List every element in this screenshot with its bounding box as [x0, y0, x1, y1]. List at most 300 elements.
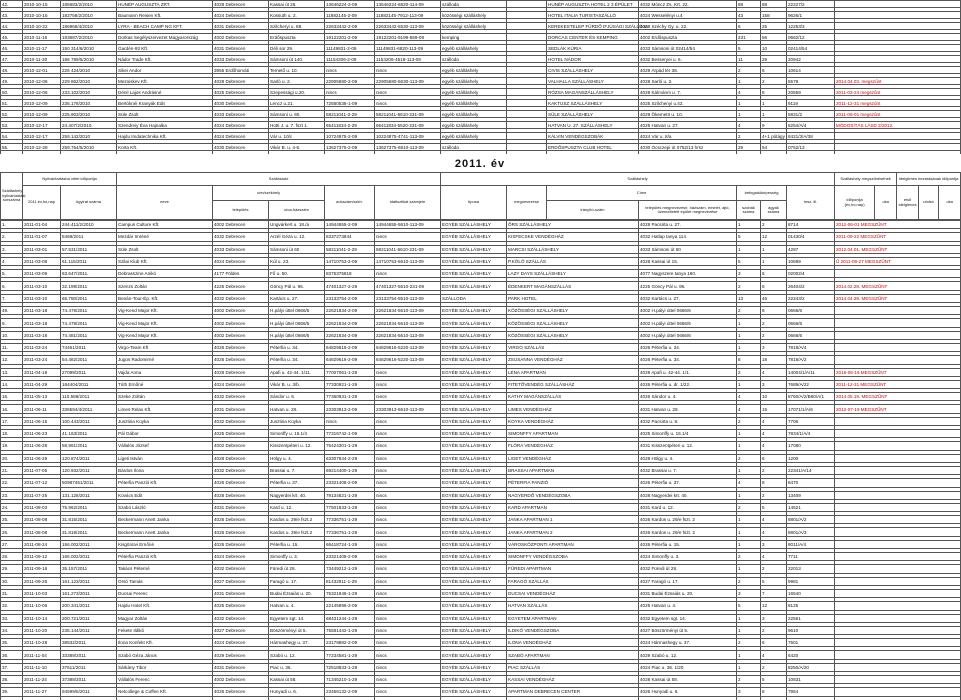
- table-cell: 120.932/2011: [61, 466, 117, 474]
- table-cell: 1: [737, 380, 761, 388]
- table-cell: 2011-05-13: [23, 393, 61, 401]
- table-cell: 4032 Pacsirta u. 8.: [639, 417, 737, 425]
- table-cell: Süle Zsolt: [117, 245, 213, 253]
- table-cell: 3: [761, 614, 787, 622]
- table-cell: Mezdár Imréné: [117, 233, 213, 241]
- table-cell: 75424301-1-29: [325, 442, 375, 450]
- table-cell: szálloda: [441, 1, 507, 8]
- table-cell: 1200: [787, 454, 835, 462]
- table-cell: 231: [737, 34, 761, 41]
- table-cell: 01430/4: [787, 233, 835, 241]
- table-cell: 1: [737, 540, 761, 548]
- table-row: [1, 133, 961, 140]
- table-cell: 13409: [787, 491, 835, 499]
- table-cell: Apafi u. 42-44. 1/11.: [269, 368, 325, 376]
- table-cell: 23133754-2-09: [325, 294, 375, 302]
- table-cell: 47401327-2-29: [325, 282, 375, 290]
- table-cell: 4029 Ökemetö u. 10.: [639, 111, 737, 118]
- table-cell: 4032 Hatlap tanya 114.: [639, 233, 737, 241]
- table-cell: Campus Culture Kft.: [117, 221, 213, 229]
- table-cell: 23321408-2-09: [325, 479, 375, 487]
- table-cell: 77336751-1-29: [325, 516, 375, 524]
- table-cell: 74.481/2011: [61, 331, 117, 339]
- table-cell: 4002 Debrecen: [213, 319, 269, 327]
- table-cell: [835, 1, 961, 8]
- table-cell: 10699: [787, 257, 835, 265]
- table-cell: 4028 Hölgy u. 4.: [639, 454, 737, 462]
- table-cell: Péterfia u. 34.: [269, 356, 325, 364]
- table-row: [1, 651, 961, 659]
- table-cell: 2014.04.28. MEGSZŰNT: [835, 294, 961, 302]
- table-cell: 18.: [1, 430, 23, 438]
- table-cell: 4024 Debrecen: [213, 12, 269, 19]
- table-cell: [835, 626, 961, 634]
- table-cell: 32.199/2011: [61, 282, 117, 290]
- table-cell: 4024 Debrecen: [213, 553, 269, 561]
- table-cell: 18: [761, 356, 787, 364]
- table-cell: [835, 614, 961, 622]
- header-col-17: utolsó: [919, 186, 939, 220]
- table-cell: 68: [761, 1, 787, 8]
- table-cell: 4032 Móricz Zs. Krt. 22.: [639, 1, 737, 8]
- table-cell: Péterfia u. 15.: [269, 540, 325, 548]
- table-cell: 27099/2011: [61, 368, 117, 376]
- table-cell: nincs: [375, 454, 441, 462]
- table-cell: EGYÉB SZÁLLÁSHELY: [441, 282, 507, 290]
- table-cell: 63.647/2011.: [61, 270, 117, 278]
- table-cell: Benán-Tour-Ép. Kft.: [117, 294, 213, 302]
- table-cell: Brassai u. 7.: [269, 466, 325, 474]
- table-cell: 7501: [787, 639, 835, 647]
- table-cell: nincs: [375, 626, 441, 634]
- table-cell: 13.: [1, 368, 23, 376]
- table-cell: 8760/A/2/B60/A/1: [787, 393, 835, 401]
- table-cell: 8: [737, 356, 761, 364]
- table-cell: 259.754/5/2010: [61, 144, 117, 151]
- table-cell: 35.157/2011: [61, 565, 117, 573]
- table-cell: EGYÉB SZÁLLÁSHELY: [441, 503, 507, 511]
- table-cell: Simonffy u. 3.: [269, 553, 325, 561]
- table-cell: ILDIKÓ VENDÉGSZOBA: [507, 626, 639, 634]
- table-cell: 5831/2: [787, 111, 835, 118]
- table-cell: 22621834-5610-113-09: [375, 319, 441, 327]
- table-cell: Hölgy u. 4.: [269, 454, 325, 462]
- table-cell: 2011-03-10: [23, 294, 61, 302]
- table-cell: EGYÉB SZÁLLÁSHELY: [441, 454, 507, 462]
- table-cell: 75321946-1-29: [325, 589, 375, 597]
- table-cell: 4027 Faragó u. 17.: [639, 577, 737, 585]
- table-cell: KÖZÖSSÉGI SZÁLLÁSHELY: [507, 307, 639, 315]
- table-cell: 77234581-1-29: [325, 651, 375, 659]
- table-cell: 1: [737, 343, 761, 351]
- table-cell: nincs: [325, 89, 375, 96]
- table-cell: 25.: [1, 516, 23, 524]
- table-cell: 4031 Kisszentpéteri u. 12.: [639, 442, 737, 450]
- table-cell: 4: [761, 430, 787, 438]
- header-col-6: statisztikai számjele: [375, 186, 441, 220]
- table-cell: Vig-Kend Major Kft.: [117, 331, 213, 339]
- table-cell: Virgo-Team Kft: [117, 343, 213, 351]
- table-cell: 2011-10-28: [23, 639, 61, 647]
- table-cell: 4027 Debrecen: [213, 626, 269, 634]
- table-cell: 2011-08-08: [23, 528, 61, 536]
- table-cell: nincs: [375, 688, 441, 696]
- table-cell: 23321408-2-09: [325, 553, 375, 561]
- table-cell: 2.: [1, 233, 23, 241]
- table-cell: FLÓRA VENDÉGHÁZ: [507, 442, 639, 450]
- table-cell: [835, 577, 961, 585]
- table-cell: 1: [737, 111, 761, 118]
- table-cell: nincs: [375, 89, 441, 96]
- table-cell: 11154206-2-09: [325, 56, 375, 63]
- table-cell: 2011-06-28: [23, 442, 61, 450]
- table-cell: nincs: [375, 100, 441, 107]
- table-cell: 23.: [1, 491, 23, 499]
- table-cell: 50987451/2011: [61, 479, 117, 487]
- table-cell: 37.: [1, 663, 23, 671]
- table-row: [1, 503, 961, 511]
- table-cell: Péterfia u. 37.: [269, 479, 325, 487]
- table-cell: 2011-12-31 MEGSZŰNT: [835, 380, 961, 388]
- table-cell: [835, 639, 961, 647]
- table-cell: 0662/12: [787, 34, 835, 41]
- table-row: [1, 356, 961, 364]
- table-cell: 16.: [1, 405, 23, 413]
- table-cell: 20.: [1, 454, 23, 462]
- table-cell: 4032 Füredi út 28.: [639, 565, 737, 573]
- table-cell: 37511/2011: [61, 663, 117, 671]
- table-cell: 23179882-2-09: [325, 639, 375, 647]
- table-row: [1, 565, 961, 573]
- table-row: [1, 56, 961, 63]
- table-cell: egyéb szálláshely: [441, 45, 507, 52]
- table-cell: Sámsoni út 140.: [269, 56, 325, 63]
- table-cell: 4025 Debrecen: [213, 430, 269, 438]
- table-cell: közösségi szálláshely: [441, 23, 507, 30]
- table-cell: Sámsoni út 60: [269, 245, 325, 253]
- table-cell: 38.: [1, 675, 23, 683]
- table-cell: 4024 Piac u. 36. 1/20: [639, 663, 737, 671]
- table-cell: 58211041-2-29: [325, 111, 375, 118]
- table-cell: 6420: [787, 651, 835, 659]
- table-cell: 4024 Vár u. 8/a: [639, 133, 737, 140]
- table-cell: 11149831-6820-113-09: [375, 45, 441, 52]
- table-cell: 1.: [1, 221, 23, 229]
- table-cell: 32.: [1, 602, 23, 610]
- table-cell: 4: [737, 89, 761, 96]
- table-cell: 7834/1/A/4: [787, 430, 835, 438]
- header-col-15: oka: [875, 186, 897, 220]
- table-cell: 4026 Péterfia u. 34.: [639, 356, 737, 364]
- table-cell: KATHY MAGÁNSZÁLLÁS: [507, 393, 639, 401]
- table-cell: 68: [737, 1, 761, 8]
- table-cell: 74.476/2011: [61, 307, 117, 315]
- table-cell: 48.: [1, 67, 23, 74]
- table-row: [1, 540, 961, 548]
- table-cell: 30.: [1, 577, 23, 585]
- table-cell: 2011-11-27: [23, 688, 61, 696]
- table-cell: 71345210-1-29: [325, 675, 375, 683]
- table-cell: 33.: [1, 614, 23, 622]
- table-cell: 11882145-7912-113-09: [375, 12, 441, 19]
- table-cell: 3: [761, 380, 787, 388]
- table-cell: Szabó u. 12.: [269, 651, 325, 659]
- table-cell: 161.273/2011: [61, 589, 117, 597]
- table-cell: 2010-11-17: [23, 45, 61, 52]
- table-cell: 4031 Kard u. 12.: [639, 503, 737, 511]
- table-cell: 235.178/2010: [61, 100, 117, 107]
- table-cell: Füredi út 28.: [269, 565, 325, 573]
- table-cell: 2011-03-18: [23, 307, 61, 315]
- table-cell: EGYÉB SZÁLLÁSHELY: [441, 663, 507, 671]
- table-cell: 53.: [1, 122, 23, 129]
- table-cell: 2: [737, 67, 761, 74]
- table-cell: MÓDOSÍTÁS LÁSD 2/2012.: [835, 122, 961, 129]
- table-cell: [835, 516, 961, 524]
- table-cell: 22633442-5530-113-09: [375, 23, 441, 30]
- table-cell: EGYÉB SZÁLLÁSHELY: [441, 466, 507, 474]
- table-cell: 2014.04.03. megszűnt: [835, 78, 961, 85]
- table-cell: 14710753-2-09: [325, 257, 375, 265]
- spacer-cell: [117, 696, 213, 700]
- table-cell: 94599/5/2011: [61, 688, 117, 696]
- table-cell: Budai Ézsaiás u. 20.: [269, 589, 325, 597]
- table-cell: 9: [761, 122, 787, 129]
- table-cell: 2014.02.28. MEGSZŰNT: [835, 282, 961, 290]
- table-cell: 20942: [787, 56, 835, 63]
- table-cell: 183687/2/2010: [61, 34, 117, 41]
- table-cell: 8: [761, 89, 787, 96]
- table-cell: 4025 Szilchenyi u.42.: [639, 100, 737, 107]
- table-cell: [835, 503, 961, 511]
- table-cell: Vig-Kend Major Kft.: [117, 307, 213, 315]
- table-cell: 2010-12-09: [23, 100, 61, 107]
- table-cell: 5: [761, 577, 787, 585]
- table-cell: HATVAN SZÁLLÁS: [507, 602, 639, 610]
- table-cell: 4032 Debrecen: [213, 565, 269, 573]
- table-cell: 22633442-2-09: [325, 23, 375, 30]
- spacer-cell: [269, 696, 325, 700]
- table-cell: 4026 Kardos u. 29/e fszt. 2: [639, 516, 737, 524]
- table-cell: 4077 Nagyszere tanya 160.: [639, 270, 737, 278]
- year-title: 2011. év: [454, 158, 506, 170]
- table-cell: 50.: [1, 89, 23, 96]
- table-cell: 2011-10-03: [23, 589, 61, 597]
- table-cell: nincs: [325, 417, 375, 425]
- table-cell: 4028 Kassai út 15.: [639, 257, 737, 265]
- table-row: [1, 602, 961, 610]
- table-cell: 4024 Debrecen: [213, 133, 269, 140]
- table-cell: 1: [737, 528, 761, 536]
- table-cell: 233.102/2010: [61, 89, 117, 96]
- table-cell: 1: [761, 257, 787, 265]
- table-cell: 165.002/2011: [61, 553, 117, 561]
- table-cell: 4025 Simonffy u. 15.1/4: [639, 430, 737, 438]
- spacer-cell: [639, 696, 737, 700]
- table-cell: Hatvan u. 28.: [269, 405, 325, 413]
- table-cell: 54: [761, 144, 787, 151]
- table-row: [1, 442, 961, 450]
- table-cell: 2: [761, 626, 787, 634]
- table-cell: 2: [737, 639, 761, 647]
- table-cell: 4029 Árpád tér 38.: [639, 67, 737, 74]
- column-header: [0, 172, 961, 220]
- table-cell: P.KÖLÖ SZÁLLÁS: [507, 257, 639, 265]
- table-cell: H.pályi úttel 0666/5: [269, 331, 325, 339]
- table-cell: 22561: [787, 614, 835, 622]
- table-cell: 1: [737, 491, 761, 499]
- table-cell: 22243/2: [787, 294, 835, 302]
- table-cell: 28.: [1, 553, 23, 561]
- table-cell: EGYÉB SZÁLLÁSHELY: [441, 577, 507, 585]
- table-cell: 4024 Debrecen: [213, 122, 269, 129]
- table-row: [1, 331, 961, 339]
- table-cell: 8250/A/20: [787, 663, 835, 671]
- table-cell: EGYÉB SZÁLLÁSHELY: [441, 651, 507, 659]
- table-cell: Dénil Lajos Andrásné: [117, 89, 213, 96]
- table-cell: [835, 466, 961, 474]
- spacer-cell: [737, 696, 761, 700]
- table-cell: 22145896-2-09: [325, 602, 375, 610]
- table-cell: KARD APARTMAN: [507, 503, 639, 511]
- table-cell: VALHALLA SZÁLLÁSHELY: [547, 78, 639, 85]
- table-cell: 2012.04.01. MEGSZŰNT: [835, 245, 961, 253]
- table-cell: 8801/A/2: [787, 516, 835, 524]
- table-cell: EGYÉB SZÁLLÁSHELY: [441, 405, 507, 413]
- table-cell: [835, 331, 961, 339]
- table-cell: Arzél Géza u. 12.: [269, 233, 325, 241]
- table-cell: egyéb szálláshely: [441, 67, 507, 74]
- table-cell: Bertóknéi Kranyák Edit: [117, 100, 213, 107]
- table-cell: Magyar Zoltán: [117, 614, 213, 622]
- table-cell: 4031 Debrecen: [213, 663, 269, 671]
- table-cell: 5: [737, 233, 761, 241]
- table-cell: LIMES VENDÉGHÁZ: [507, 405, 639, 413]
- table-cell: LIGET VENDÉGHÁZ: [507, 454, 639, 462]
- table-cell: nincs: [375, 516, 441, 524]
- table-cell: Sikei Andor: [117, 67, 213, 74]
- table-cell: 158: [761, 12, 787, 19]
- table-cell: SIMONFFY VENDÉGSZOBA: [507, 553, 639, 561]
- table-cell: Vállalós József: [117, 442, 213, 450]
- table-cell: 2011-08-24: [23, 540, 61, 548]
- table-cell: 13646224-2-09: [325, 1, 375, 8]
- table-cell: Pál Gábor: [117, 430, 213, 438]
- table-cell: 23133754-5510-113-09: [375, 294, 441, 302]
- table-cell: SZABÓ APARTMAN: [507, 651, 639, 659]
- table-cell: EGYÉB SZÁLLÁSHELY: [441, 319, 507, 327]
- table-cell: 26.: [1, 528, 23, 536]
- table-cell: 4: [737, 393, 761, 401]
- table-cell: 12253/3: [787, 23, 835, 30]
- table-row: [1, 466, 961, 474]
- table-cell: 186 789/5/2010: [61, 56, 117, 63]
- table-cell: KEREKESTELEP FÜRDŐ IFJÚSÁGI SZÁLLÓJA: [548, 23, 648, 29]
- table-cell: 31.815/2011: [61, 516, 117, 524]
- table-cell: 2010-10-15: [23, 1, 61, 8]
- table-cell: KASSAI VENDÉGHÁZ: [507, 675, 639, 683]
- table-cell: 4032 Debrecen: [213, 233, 269, 241]
- table-cell: 110.588/2011: [61, 393, 117, 401]
- table-cell: 47401327-5610-231-09: [375, 282, 441, 290]
- table-cell: kemping: [441, 34, 507, 41]
- table-cell: Nagyerdei krt. 40.: [269, 491, 325, 499]
- table-cell: EGYÉB SZÁLLÁSHELY: [441, 491, 507, 499]
- table-cell: VIRGO SZÁLLÁS: [507, 343, 639, 351]
- table-cell: nincs: [375, 67, 441, 74]
- table-cell: nincs: [375, 639, 441, 647]
- table-cell: 22227/2: [787, 1, 835, 8]
- table-cell: 29: [737, 144, 761, 151]
- table-cell: nincs: [375, 368, 441, 376]
- table-cell: 2010-11-16: [23, 34, 61, 41]
- table-cell: 1: [737, 331, 761, 339]
- table-cell: 4033 Sámsoni út 02414/54: [639, 45, 737, 52]
- table-cell: 4026 Péterfia u. 37.: [639, 479, 737, 487]
- table-cell: Ligeti István: [117, 454, 213, 462]
- table-cell: EGYÉB SZÁLLÁSHELY: [441, 479, 507, 487]
- table-cell: 5578: [787, 78, 835, 85]
- table-cell: 9626/1: [787, 12, 835, 19]
- table-cell: 11.: [1, 343, 23, 351]
- table-cell: 23456132-2-09: [325, 688, 375, 696]
- table-cell: 14944655-2-09: [325, 221, 375, 229]
- table-cell: 2011-08-08: [23, 516, 61, 524]
- table-cell: HUNÉP AUGUSZTA HOTEL 2 3 ÉPÜLET: [547, 1, 639, 8]
- table-cell: 7818/A/4: [787, 343, 835, 351]
- table-cell: 11149831-2-09: [325, 45, 375, 52]
- table-cell: 8375375818: [325, 270, 375, 278]
- table-cell: 66418724-1-29: [325, 540, 375, 548]
- table-cell: 22905680-5630-113-09: [375, 78, 441, 85]
- table-cell: 11: [737, 56, 761, 63]
- table-cell: EGYÉB SZÁLLÁSHELY: [441, 639, 507, 647]
- table-cell: Kúl u. 23.: [269, 257, 325, 265]
- table-cell: EGYÉB SZÁLLÁSHELY: [441, 356, 507, 364]
- table-cell: Vikár B. u. 4-6.: [269, 144, 325, 151]
- table-cell: 4032 Debrecen: [213, 417, 269, 425]
- table-cell: 2011-06-23: [23, 430, 61, 438]
- table-cell: 7: [761, 589, 787, 597]
- table-cell: 3: [737, 270, 761, 278]
- table-cell: [835, 675, 961, 683]
- table-cell: EGYÉB SZÁLLÁSHELY: [441, 430, 507, 438]
- table-cell: [835, 417, 961, 425]
- table-cell: 4.: [1, 257, 23, 265]
- table-cell: 2: [761, 319, 787, 327]
- table-cell: 4024 Debrecen: [213, 257, 269, 265]
- table-cell: 2011-07-12: [23, 479, 61, 487]
- table-cell: 52.: [1, 111, 23, 118]
- table-cell: Debrasszine Anikó: [117, 270, 213, 278]
- table-cell: [507, 56, 547, 63]
- table-cell: 0752/13: [787, 144, 835, 151]
- table-cell: 4030 Debrecen: [213, 100, 269, 107]
- table-cell: 35.: [1, 639, 23, 647]
- header-szallashely: Szálláshely: [441, 173, 835, 186]
- table-cell: 42.: [1, 1, 23, 8]
- table-cell: [835, 23, 961, 30]
- table-cell: [507, 133, 547, 140]
- table-cell: [835, 34, 961, 41]
- table-cell: 2: [761, 663, 787, 671]
- table-cell: 4026 Debrecen: [213, 540, 269, 548]
- table-cell: EGYÉB SZÁLLÁSHELY: [441, 221, 507, 229]
- table-cell: 244.411/2/2010: [61, 221, 117, 229]
- table-cell: 65411834-2-29: [325, 122, 375, 129]
- table-cell: 4: [761, 442, 787, 450]
- table-cell: 4031 Debrecen: [213, 503, 269, 511]
